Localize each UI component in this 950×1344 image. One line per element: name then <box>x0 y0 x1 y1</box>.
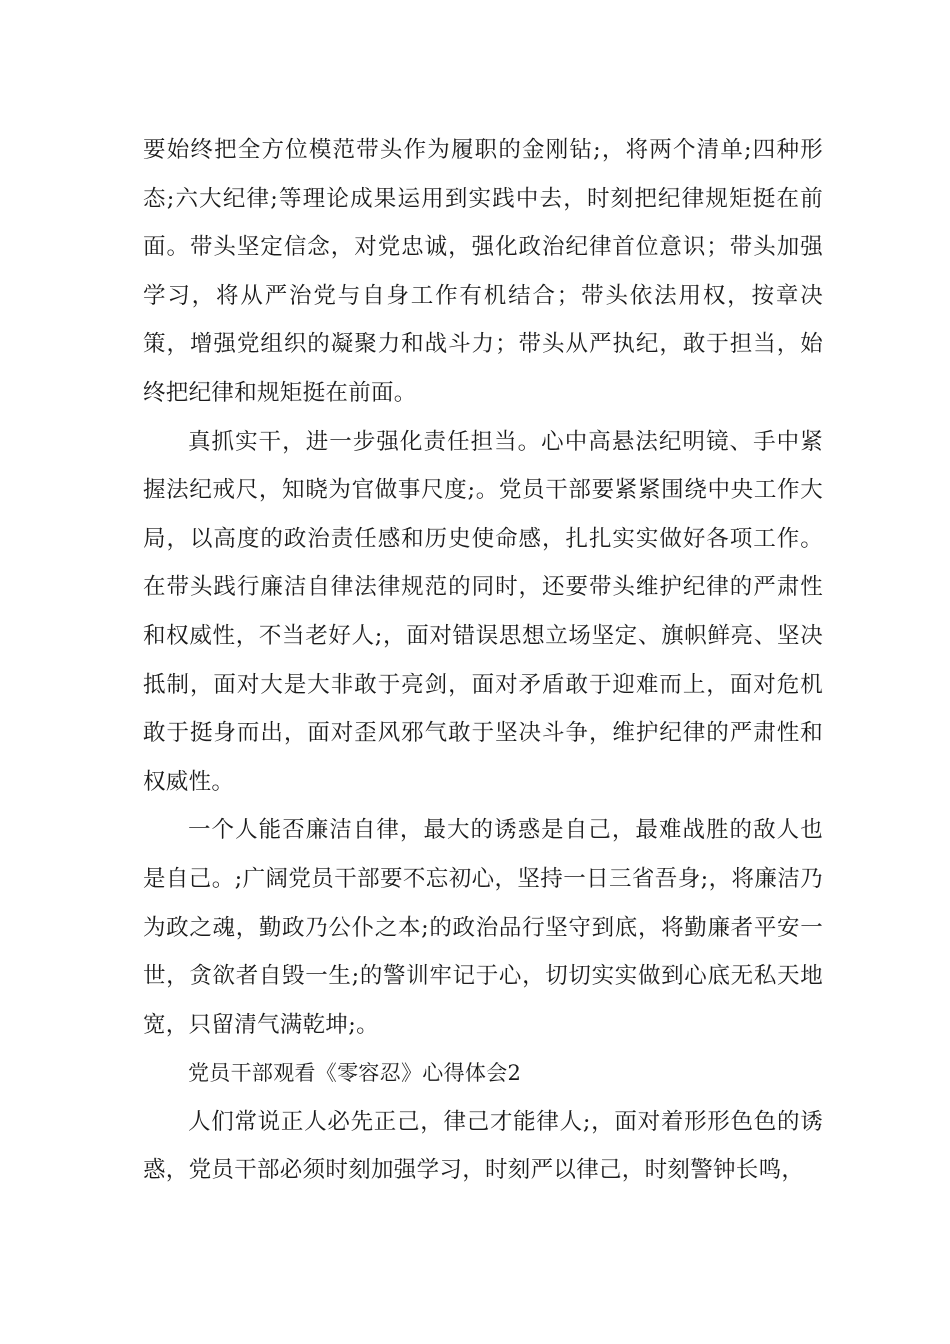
paragraph-self-discipline: 一个人能否廉洁自律，最大的诱惑是自己，最难战胜的敌人也是自己。;广阔党员干部要不忘初心，坚持一日三省吾身;，将廉洁乃为政之魂，勤政乃公仆之本;的政治品行坚守到底，将勤廉者平安一世，贪欲者自毁一生;的警训牢记于心，切切实实做到心底无私天地宽，只留清气满乾坤;。 <box>143 817 823 1038</box>
paragraph-responsibility: 真抓实干，进一步强化责任担当。心中高悬法纪明镜、手中紧握法纪戒尺，知晓为官做事尺度;。党员干部要紧紧围绕中央工作大局，以高度的政治责任感和历史使命感，扎扎实实做好各项工作。在带头践行廉洁自律法律规范的同时，还要带头维护纪律的严肃性和权威性，不当老好人;，面对错误思想立场坚定、旗帜鲜亮、坚决抵制，面对大是大非敢于亮剑，面对矛盾敢于迎难而上，面对危机敢于挺身而出，面对歪风邪气敢于坚决斗争，维护纪律的严肃性和权威性。 <box>143 428 823 795</box>
paragraph-section-2-start: 人们常说正人必先正己，律己才能律人;，面对着形形色色的诱惑，党员干部必须时刻加强学习，时刻严以律己，时刻警钟长鸣， <box>143 1108 823 1184</box>
section-heading: 党员干部观看《零容忍》心得体会2 <box>188 1061 522 1086</box>
paragraph-continuation: 要始终把全方位模范带头作为履职的金刚钻;，将两个清单;四种形态;六大纪律;等理论成果运用到实践中去，时刻把纪律规矩挺在前面。带头坚定信念，对党忠诚，强化政治纪律首位意识；带头加强学习，将从严治党与自身工作有机结合；带头依法用权，按章决策，增强党组织的凝聚力和战斗力；带头从严执纪，敢于担当，始终把纪律和规矩挺在前面。 <box>143 137 823 406</box>
document-body <box>143 126 823 1195</box>
